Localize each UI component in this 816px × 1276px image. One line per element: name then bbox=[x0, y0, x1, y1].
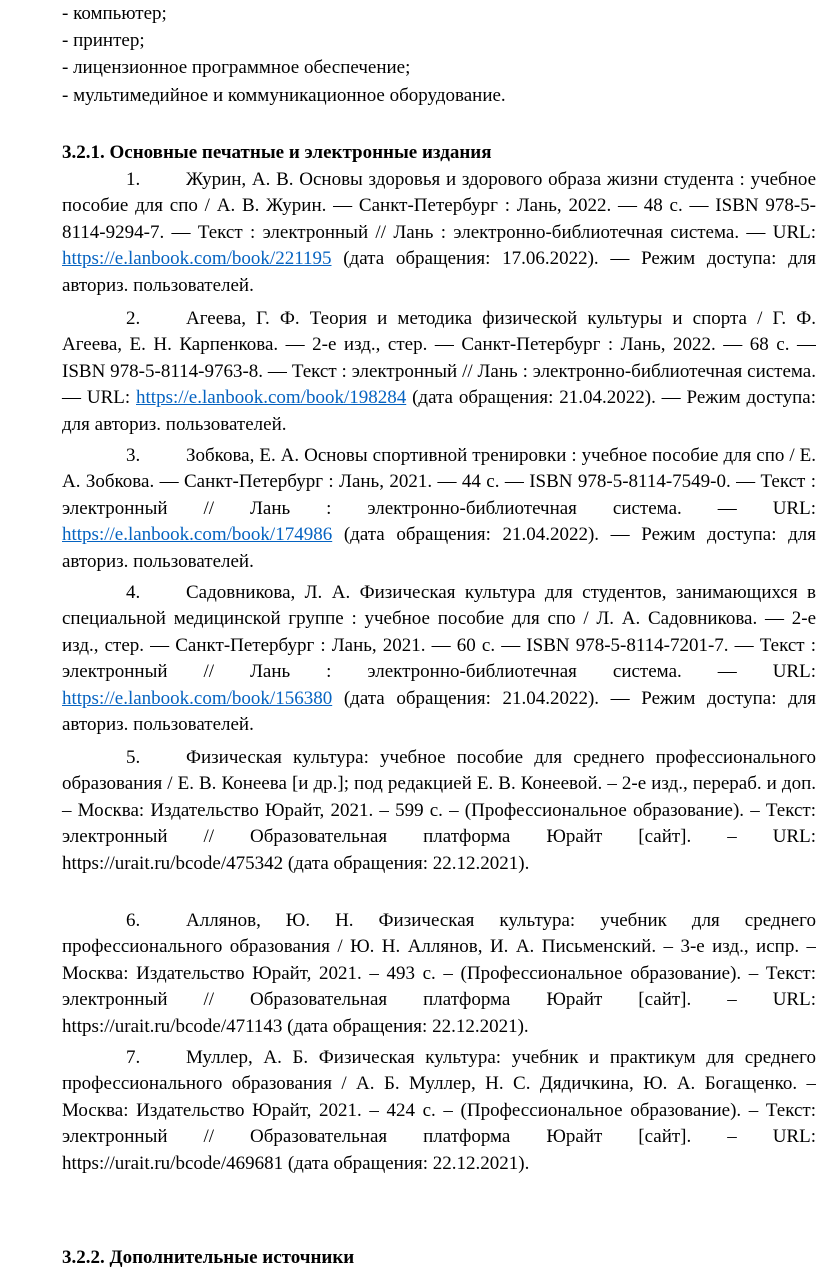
reference-link[interactable]: https://e.lanbook.com/book/198284 bbox=[136, 387, 407, 409]
reference-entry bbox=[62, 1045, 816, 1177]
reference-text-tail: (дата обращения: 17.06.2022). — Режим доступа: для авториз. пользователей. bbox=[62, 248, 816, 296]
section-heading-additional: 3.2.2. Дополнительные источники bbox=[62, 1247, 355, 1268]
reference-text: Аллянов, Ю. Н. Физическая культура: учебник для среднего профессионального образования / Ю. Н. Аллянов, И. А. Письменский. – 3-е изд., испр. – Москва: Издательство Юрайт, 2021. – 493 с. – (Профессиональное образование). – Текст: электронный // Образовательная платформа Юрайт [сайт]. – URL: https://urait.ru/bcode/471143 (дата обращения: 22.12.2021). bbox=[62, 910, 816, 1037]
reference-entry bbox=[62, 908, 816, 1040]
reference-text: Агеева, Г. Ф. Теория и методика физической культуры и спорта / Г. Ф. Агеева, Е. Н. Карпенкова. — 2-е изд., стер. — Санкт-Петербург : Лань, 2022. — 68 с. — ISBN 978-5-8114-9763-8. — Текст : электронный // Лань : электронно-библиотечная система. — URL: bbox=[62, 308, 816, 409]
reference-number: 3. bbox=[126, 445, 141, 466]
reference-text: Зобкова, Е. А. Основы спортивной тренировки : учебное пособие для спо / Е. А. Зобкова. — Санкт-Петербург : Лань, 2021. — 44 с. — ISBN 978-5-8114-7549-0. — Текст : электронный // Лань : электронно-библиотечная система. — URL: bbox=[62, 445, 816, 519]
reference-link[interactable]: https://e.lanbook.com/book/174986 bbox=[62, 524, 333, 546]
bullet-item: - компьютер; bbox=[62, 3, 167, 24]
reference-text: Физическая культура: учебное пособие для среднего профессионального образования / Е. В. Конеева [и др.]; под редакцией Е. В. Конеевой. – 2-е изд., перераб. и доп. – Москва: Издательство Юрайт, 2021. – 599 с. – (Профессиональное образование). – Текст: электронный // Образовательная платформа Юрайт [сайт]. – URL: https://urait.ru/bcode/475342 (дата обращения: 22.12.2021). bbox=[62, 747, 816, 874]
reference-entry bbox=[62, 745, 816, 877]
reference-entry bbox=[62, 580, 816, 739]
reference-entry bbox=[62, 443, 816, 575]
reference-text: Садовникова, Л. А. Физическая культура для студентов, занимающихся в специальной медицинской группе : учебное пособие для спо / Л. А. Садовникова. — 2-е изд., стер. — Санкт-Петербург : Лань, 2021. — 60 с. — ISBN 978-5-8114-7201-7. — Текст : электронный // Лань : электронно-библиотечная система. — URL: bbox=[62, 582, 816, 683]
reference-number: 2. bbox=[126, 308, 141, 329]
reference-text: Журин, А. В. Основы здоровья и здорового образа жизни студента : учебное пособие для спо / А. В. Журин. — Санкт-Петербург : Лань, 2022. — 48 с. — ISBN 978-5-8114-9294-7. — Текст : электронный // Лань : электронно-библиотечная система. — URL: bbox=[62, 169, 816, 243]
reference-text-tail: (дата обращения: 21.04.2022). — Режим доступа: для авториз. пользователей. bbox=[62, 687, 816, 736]
bullet-item: - принтер; bbox=[62, 30, 145, 51]
reference-text: Муллер, А. Б. Физическая культура: учебник и практикум для среднего профессионального образования / А. Б. Муллер, Н. С. Дядичкина, Ю. А. Богащенко. – Москва: Издательство Юрайт, 2021. – 424 с. – (Профессиональное образование). – Текст: электронный // Образовательная платформа Юрайт [сайт]. – URL: https://urait.ru/bcode/469681 (дата обращения: 22.12.2021). bbox=[62, 1047, 816, 1174]
bullet-item: - мультимедийное и коммуникационное оборудование. bbox=[62, 85, 506, 106]
reference-link[interactable]: https://e.lanbook.com/book/221195 bbox=[62, 248, 332, 270]
reference-number: 6. bbox=[126, 910, 141, 931]
reference-link[interactable]: https://e.lanbook.com/book/156380 bbox=[62, 687, 333, 709]
reference-number: 1. bbox=[126, 169, 141, 190]
reference-text-tail: (дата обращения: 21.04.2022). — Режим доступа: для авториз. пользователей. bbox=[62, 387, 816, 435]
reference-number: 7. bbox=[126, 1047, 141, 1068]
reference-text-tail: (дата обращения: 21.04.2022). — Режим доступа: для авториз. пользователей. bbox=[62, 524, 816, 572]
bullet-item: - лицензионное программное обеспечение; bbox=[62, 57, 411, 78]
reference-number: 4. bbox=[126, 582, 141, 603]
reference-number: 5. bbox=[126, 747, 141, 768]
reference-entry bbox=[62, 306, 816, 438]
reference-entry bbox=[62, 167, 816, 299]
section-heading-main: 3.2.1. Основные печатные и электронные издания bbox=[62, 142, 492, 163]
